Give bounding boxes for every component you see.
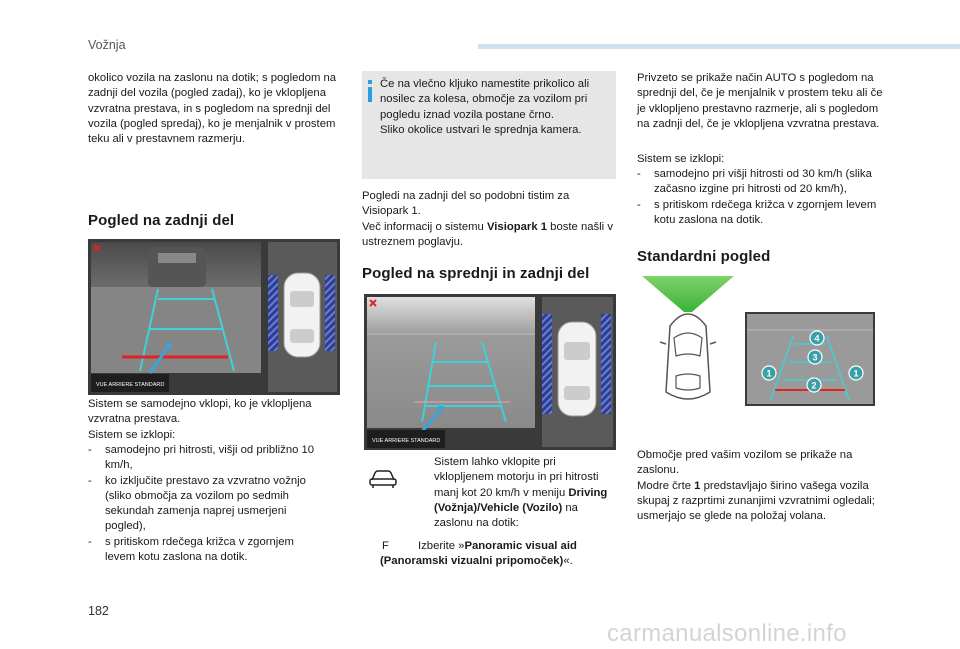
intro-text: okolico vozila na zaslonu na dotik; s pogledom na zadnji del vozila (pogled zadaj), ko je vklopljena vzvratna prestava, in s pogledom na sprednji del vozila (pogled spredaj), ko je menjalnik v prostem teku ali v prestavnem razmerju. <box>88 72 337 146</box>
standard-view-diagram <box>640 274 740 424</box>
rear-view-body: Sistem se samodejno vklopi, ko je vklopljena vzvratna prestava. <box>88 398 312 426</box>
visiopark-note: Pogledi na zadnji del so podobni tistim za Visiopark 1. Več informacij o sistemu Visiopark 1 boste našli v ustreznem poglavju. <box>362 190 613 248</box>
front-view-off-title: Sistem se izklopi: <box>637 153 725 165</box>
svg-text:3: 3 <box>812 352 818 363</box>
page-number: 182 <box>88 604 109 618</box>
list-item: - samodejno pri hitrosti, višji od približno 10 km/h, <box>88 444 315 472</box>
header-bar <box>478 44 960 49</box>
standard-view-screen <box>745 312 875 406</box>
section-title: Vožnja <box>88 38 126 52</box>
info-text: Če na vlečno kljuko namestite prikolico ali nosilec za kolesa, območje za vozilom pri pogledu iznad vozila postane črno. Sliko okolice ustvari le sprednja kamera. <box>380 78 590 136</box>
marker-3 <box>808 350 822 364</box>
front-view-off-list <box>637 167 891 228</box>
info-box <box>362 71 616 179</box>
activate-instructions: Sistem lahko vklopite pri vklopljenem motorju in pri hitrosti manj kot 20 km/h v meniju Driving (Vožnja)/Vehicle (Vozilo) na zaslonu na dotik: <box>434 456 608 530</box>
marker-1-left <box>762 366 776 380</box>
watermark: carmanualsonline.info <box>607 620 847 647</box>
info-icon <box>368 80 372 102</box>
arrow-bullet: F <box>382 540 389 552</box>
list-item: - ko izključite prestavo za vzvratno vožnjo (sliko območja za vozilom po sedmih sekundah zamenja naprej usmerjeni pogled), <box>88 474 306 533</box>
svg-text:1: 1 <box>766 368 772 379</box>
rear-view-off-list <box>88 443 320 565</box>
svg-text:4: 4 <box>814 333 820 344</box>
list-item: - samodejno pri višji hitrosti od 30 km/h (slika začasno izgine pri hitrosti od 20 km/h), <box>637 168 872 196</box>
rear-image-label: VUE ARRIERE STANDARD <box>96 382 165 388</box>
auto-mode-text: Privzeto se prikaže način AUTO s pogledom na sprednji del, če je menjalnik v prostem teku ali če je vklopljeno prestavno razmerje, ali s pogledom na zadnji del, če je vklopljena vzvratna prestava. <box>637 72 883 130</box>
marker-1-right <box>849 366 863 380</box>
svg-text:2: 2 <box>811 380 817 391</box>
marker-2 <box>807 378 821 392</box>
heading-rear-view: Pogled na zadnji del <box>88 212 235 229</box>
car-icon <box>368 466 398 490</box>
rear-view-off-title: Sistem se izklopi: <box>88 429 176 441</box>
rear-camera-image <box>88 239 340 395</box>
list-item: - s pritiskom rdečega križca v zgornjem levem kotu zaslona na dotik. <box>637 198 877 226</box>
list-item: - s pritiskom rdečega križca v zgornjem levem kotu zaslona na dotik. <box>88 535 294 564</box>
heading-front-rear-view: Pogled na sprednji in zadnji del <box>362 265 590 282</box>
svg-text:1: 1 <box>853 368 859 379</box>
front-rear-camera-image <box>364 294 616 450</box>
standard-view-body: Območje pred vašim vozilom se prikaže na zaslonu. Modre črte 1 predstavljajo širino vašega vozila skupaj z razprtimi zunanjimi vzvratnimi ogledali; usmerjajo se glede na položaj volana. <box>637 449 875 523</box>
front-rear-image-label: VUE ARRIERE STANDARD <box>372 438 441 444</box>
select-instruction: F Izberite »Panoramic visual aid (Panoramski vizualni pripomoček)«. <box>380 540 577 568</box>
marker-4 <box>810 331 824 345</box>
heading-standard-view: Standardni pogled <box>637 248 771 265</box>
